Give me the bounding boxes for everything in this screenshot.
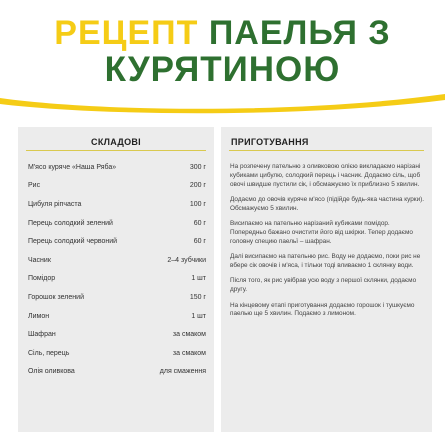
ingredient-amount: 2–4 зубчики [167,256,206,264]
ingredients-heading: СКЛАДОВІ [91,137,141,147]
title-word-paella: ПАЕЛЬЯ З [208,14,391,52]
ingredient-name: Цибуля ріпчаста [28,200,82,208]
ingredient-name: Часник [28,256,51,264]
ingredient-row [18,325,214,344]
ingredient-row [18,363,214,382]
ingredient-row [18,158,214,177]
ingredient-amount: 60 г [193,238,206,246]
ingredient-name: Сіль, перець [28,349,70,357]
ingredient-name: М'ясо куряче «Наша Ряба» [28,163,117,171]
ingredient-name: Лимон [28,312,50,320]
preparation-step: Додаємо до овочів куряче м'ясо (підійде будь-яка частина курки). Обсмажуємо 5 хвилин. [230,196,425,212]
ingredient-row [18,195,214,214]
ingredient-row [18,307,214,326]
preparation-divider [229,150,424,151]
ingredient-name: Перець солодкий червоний [28,238,118,246]
title-line-2: КУРЯТИНОЮ [104,50,341,89]
preparation-step: Висипаємо на пательню нарізаний кубиками помідор. Попередньо бажано очистити його від шкірки. Тепер додаємо головну специю паельї – шафран. [230,220,413,245]
preparation-heading: ПРИГОТУВАННЯ [231,137,309,147]
ingredient-amount: за смаком [172,349,206,357]
ingredient-name: Перець солодкий зелений [28,219,113,227]
ingredient-amount: 200 г [189,182,206,190]
yellow-swoosh-decoration [0,88,445,116]
ingredient-row [18,288,214,307]
ingredient-amount: 150 г [189,293,206,301]
ingredient-row [18,251,214,270]
preparation-step: Далі висипаємо на пательню рис. Воду не додаємо, поки рис не вбере сік овочів і м'яса, і тільки тоді вливаємо 1 склянку води. [230,253,421,269]
ingredient-amount: 1 шт [191,275,206,283]
ingredient-row [18,270,214,289]
ingredients-divider [26,150,206,151]
preparation-step: На кінцевому етапі приготування додаємо горошок і тушкуємо паелью ще 5 хвилин. Подаємо з лимоном. [230,301,415,318]
preparation-steps [230,157,426,319]
ingredient-name: Рис [28,182,41,190]
ingredient-row [18,232,214,251]
ingredient-name: Помідор [28,275,56,283]
ingredient-amount: за смаком [172,331,206,339]
ingredient-amount: 1 шт [191,312,206,320]
ingredient-name: Олія оливкова [28,368,75,376]
preparation-panel [221,127,432,432]
ingredients-panel [18,127,214,432]
title-line-1 [0,16,445,50]
ingredient-row [18,177,214,196]
ingredient-amount: для смаження [159,368,206,376]
ingredient-row [18,344,214,363]
preparation-step: Після того, як рис увібрав усю воду з першої склянки, додаємо другу. [230,277,417,293]
ingredient-amount: 100 г [189,200,206,208]
ingredient-amount: 300 г [189,163,206,171]
preparation-step: На розпечену пательню з оливковою олією викладаємо нарізані кубиками цибулю, солодкий перець і часник. Додаємо сіль, щоб овочі швидше пустили сік, і обсмажуємо їх приблизно 5 хвилин. [230,163,421,188]
title-word-recipe: РЕЦЕПТ [54,14,199,52]
ingredient-row [18,214,214,233]
ingredient-name: Шафран [28,331,56,339]
ingredient-name: Горошок зелений [28,293,84,301]
ingredient-amount: 60 г [193,219,206,227]
ingredients-list [18,158,214,381]
